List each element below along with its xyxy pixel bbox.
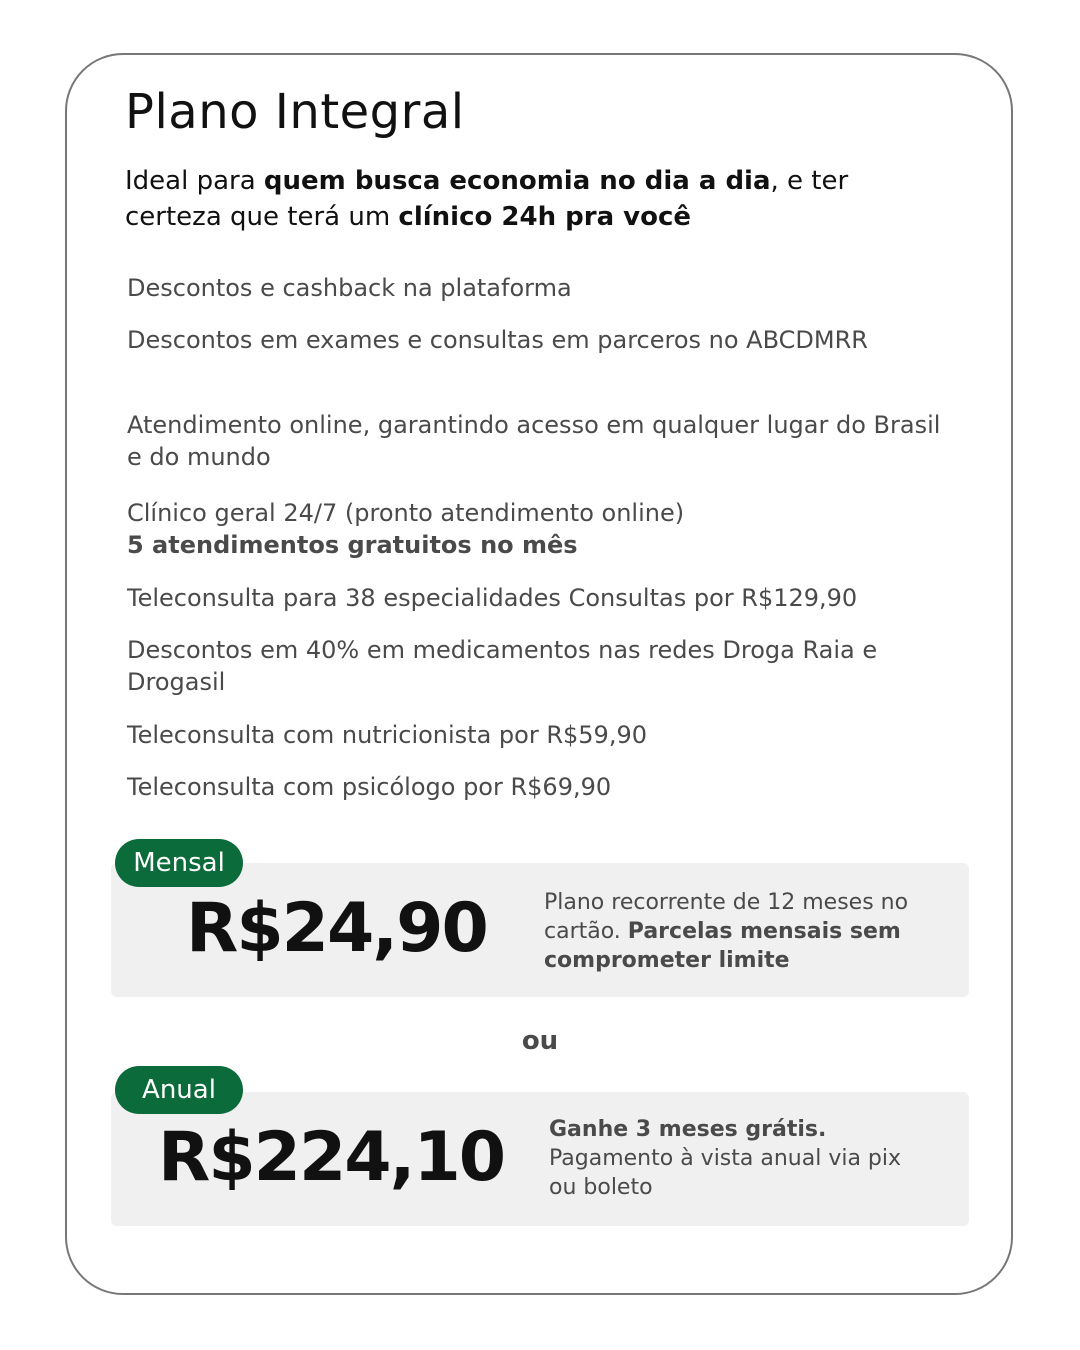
annual-price: R$224,10 — [158, 1118, 505, 1197]
or-separator: ou — [521, 1026, 559, 1056]
feature-item: Teleconsulta para 38 especialidades Consultas por R$129,90 — [127, 584, 858, 612]
feature-item: Descontos em 40% em medicamentos nas redes Droga Raia e Drogasil — [127, 636, 878, 696]
feature-item: Descontos e cashback na plataforma — [127, 274, 572, 302]
feature-item: Teleconsulta com psicólogo por R$69,90 — [127, 773, 612, 801]
annual-desc-highlight: Ganhe 3 meses grátis. — [549, 1117, 827, 1142]
subtitle-part-1: Ideal para — [125, 166, 264, 196]
annual-badge: Anual — [115, 1066, 243, 1114]
monthly-badge: Mensal — [115, 839, 243, 887]
subtitle-part-2: , e ter certeza que terá um — [125, 166, 849, 232]
feature-item — [127, 497, 962, 561]
subtitle-highlight-1: quem busca economia no dia a dia — [263, 166, 771, 196]
feature-item: Atendimento online, garantindo acesso em qualquer lugar do Brasil e do mundo — [127, 411, 941, 471]
feature-item: Teleconsulta com nutricionista por R$59,90 — [127, 721, 647, 749]
feature-text: Clínico geral 24/7 (pronto atendimento online) — [127, 499, 685, 527]
monthly-description — [544, 888, 924, 975]
monthly-desc-highlight: Parcelas mensais sem comprometer limite — [544, 919, 901, 973]
subtitle-highlight-2: clínico 24h pra você — [398, 202, 692, 232]
monthly-desc-text: Plano recorrente de 12 meses no cartão. — [544, 890, 909, 944]
feature-highlight: 5 atendimentos gratuitos no mês — [127, 531, 578, 559]
monthly-price: R$24,90 — [186, 889, 487, 968]
annual-description — [549, 1115, 929, 1202]
plan-subtitle — [125, 163, 945, 235]
annual-desc-text: Pagamento à vista anual via pix ou boleto — [549, 1146, 902, 1200]
plan-title: Plano Integral — [125, 84, 465, 140]
feature-item: Descontos em exames e consultas em parceros no ABCDMRR — [127, 326, 868, 354]
